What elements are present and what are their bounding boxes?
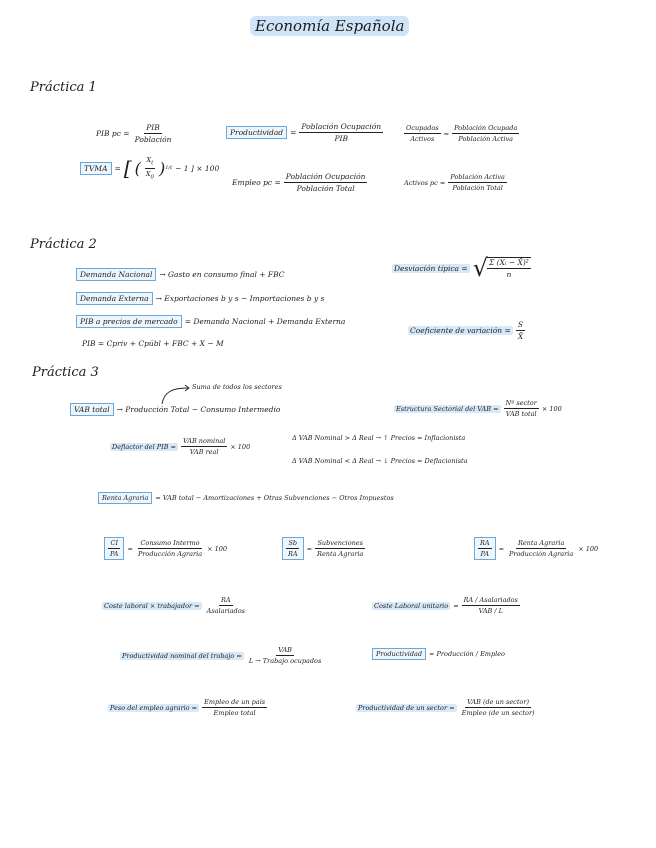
formula-lhs: Productividad de un sector = <box>358 703 455 712</box>
fraction-numerator: Población Ocupación <box>301 122 382 131</box>
fraction-denominator: L → Trabajo ocupados <box>248 657 322 665</box>
formula-rhs: → Gasto en consumo final + FBC <box>159 270 285 279</box>
formula-activos-per-capita <box>404 173 507 192</box>
formula-lhs: Estructura Sectorial del VAB = <box>396 404 499 413</box>
formula-lhs: Coeficiente de variación = <box>410 326 511 335</box>
formula-lhs: Desviación típica = <box>394 263 468 273</box>
formula-rhs: = Demanda Nacional + Demanda Externa <box>184 317 346 326</box>
fraction-numerator: Población Ocupada <box>454 124 518 132</box>
fraction-denominator: Producción Agraria <box>509 550 574 558</box>
formula-tail: × 100 <box>578 544 599 553</box>
formula-tail: × 100 <box>541 404 562 413</box>
boxed-term: Productividad <box>226 126 287 139</box>
fraction-denominator: VAB / L <box>478 607 503 615</box>
fraction-numerator: Σ (Xᵢ − X̄)² <box>489 258 529 267</box>
fraction-denominator: Población Activa <box>458 135 513 143</box>
formula-tail: × 100 <box>230 442 251 451</box>
fraction-numerator: VAB nominal <box>183 437 226 445</box>
section-heading-practica-2: Práctica 2 <box>30 237 97 252</box>
fraction-numerator: Consumo Intermo <box>140 539 200 547</box>
fraction-denominator: Empleo total <box>213 709 256 717</box>
fraction-numerator: Nº sector <box>505 399 537 407</box>
fraction-denominator: Empleo (de un sector) <box>461 709 535 717</box>
formula-lhs: Peso del empleo agrario = <box>110 703 198 712</box>
formula-coeficiente-variacion <box>408 320 525 341</box>
formula-empleo-per-capita <box>232 172 367 193</box>
fraction-numerator: Sb <box>288 539 298 547</box>
formula-lhs: Coste laboral × trabajador = <box>104 601 200 610</box>
formula-estructura-sectorial <box>394 399 562 418</box>
formula-pib-componentes: PIB = Cpriv + Cpúbl + FBC + X − M <box>82 339 224 348</box>
formula-renta-produccion-ratio: $\frac{RA}{PA}$ = $\frac{\text{Renta Agraria}}{\text{Producción Agraria}}$ × 100 <box>474 537 598 560</box>
fraction-numerator: Empleo de un país <box>204 698 266 706</box>
fraction-denominator: Población Total <box>452 184 503 192</box>
formula-tasa-ocupacion: $\frac{\text{Ocupados}}{\text{Activos}}$ = $\frac{\text{Población Ocupada}}{\text{Población Activa}}$ <box>406 124 518 143</box>
formula-rhs: = Producción / Empleo <box>429 650 505 658</box>
formula-coste-laboral-unitario: Coste Laboral unitario = $\frac{\text{RA / Asalariados}}{\text{VAB / L}}$ <box>374 596 518 615</box>
formula-rhs: = VAB total − Amortizaciones + Otras Subvenciones − Otros Impuestos <box>155 494 394 502</box>
formula-rhs: → Producción Total − Consumo Intermedio <box>116 405 281 414</box>
boxed-term: Demanda Externa <box>76 292 153 305</box>
section-heading-practica-1: Práctica 1 <box>30 80 97 95</box>
boxed-term: Demanda Nacional <box>76 268 156 281</box>
fraction-numerator: X <box>146 156 152 165</box>
boxed-term: PIB a precios de mercado <box>76 315 182 328</box>
fraction-numerator: RA <box>480 539 490 547</box>
formula-subvenciones-ratio: $\frac{Sb}{RA}$ = $\frac{\text{Subvenciones}}{\text{Renta Agraria}}$ <box>282 537 365 560</box>
fraction-denominator: VAB total <box>505 410 537 418</box>
formula-productividad-empleo <box>372 648 505 660</box>
annotation-note: Suma de todos los sectores <box>192 383 282 391</box>
fraction-denominator: X <box>145 169 151 178</box>
formula-desviacion-tipica <box>392 256 531 280</box>
formula-demanda-nacional <box>76 268 285 281</box>
formula-rhs: → Exportaciones b y s − Importaciones b y s <box>155 294 325 303</box>
formula-lhs: Deflactor del PIB = <box>112 442 176 451</box>
fraction-numerator: Población Activa <box>450 173 505 181</box>
formula-deflactor-pib <box>110 437 250 456</box>
formula-lhs: Activos pc = <box>404 178 446 187</box>
fraction-numerator: Ocupados <box>406 124 439 132</box>
fraction-numerator: Renta Agraria <box>517 539 565 547</box>
formula-consumo-intermedio-ratio: $\frac{CI}{PA}$ = $\frac{\text{Consumo Intermo}}{\text{Producción Agraria}}$ × 100 <box>104 537 227 560</box>
fraction-numerator: PIB <box>146 123 160 132</box>
boxed-term: Renta Agraria <box>98 492 152 504</box>
fraction-denominator: Población <box>134 135 172 144</box>
exponent: 1/t <box>165 165 173 171</box>
fraction-denominator: RA <box>288 550 298 558</box>
boxed-term: VAB total <box>70 403 114 416</box>
formula-peso-empleo-agrario <box>108 698 267 717</box>
formula-vab-total <box>70 403 280 416</box>
fraction-denominator: X̄ <box>517 332 524 341</box>
formula-pib-per-capita <box>96 123 173 144</box>
fraction-numerator: S <box>517 320 524 329</box>
boxed-term: TVMA <box>80 162 112 175</box>
fraction-denominator: VAB real <box>189 448 219 456</box>
fraction-numerator: CI <box>110 539 119 547</box>
section-heading-practica-3: Práctica 3 <box>32 365 99 380</box>
fraction-denominator: Asalariados <box>206 607 245 615</box>
fraction-numerator: Población Ocupación <box>285 172 366 181</box>
formula-renta-agraria <box>98 492 394 504</box>
fraction-denominator: PA <box>480 550 490 558</box>
fraction-denominator: Renta Agraria <box>317 550 364 558</box>
formula-lhs: Productividad nominal del trabajo = <box>122 651 242 660</box>
formula-productividad-sector <box>356 698 537 717</box>
formula-lhs: Coste Laboral unitario <box>374 601 449 610</box>
fraction-numerator: VAB <box>278 646 292 654</box>
formula-tail: − 1 ] × 100 <box>175 163 220 173</box>
formula-lhs: PIB pc = <box>96 129 130 138</box>
fraction-numerator: RA <box>221 596 231 604</box>
boxed-term: Productividad <box>372 648 426 660</box>
fraction-denominator: Activos <box>410 135 435 143</box>
fraction-denominator: Producción Agraria <box>137 550 203 558</box>
formula-tvma: TVMA = [ ( $\frac{X_t}{X_0}$ ) 1/t − 1 ] × 100 <box>80 156 219 180</box>
note-inflacionista: Δ VAB Nominal > Δ Real → ↑ Precios = Inflacionista <box>292 434 466 442</box>
page-title: Economía Española <box>250 16 409 36</box>
formula-productividad-nominal <box>120 646 323 665</box>
fraction-denominator: PA <box>110 550 119 558</box>
formula-productividad <box>226 122 383 143</box>
sqrt-icon: √ <box>472 254 488 282</box>
formula-tail: × 100 <box>207 544 228 553</box>
formula-demanda-externa <box>76 292 324 305</box>
formula-lhs: Empleo pc = <box>232 178 281 187</box>
equals-sign: = <box>290 128 297 137</box>
fraction-denominator: n <box>506 270 512 279</box>
fraction-denominator: Población Total <box>296 184 355 193</box>
fraction-numerator: Subvenciones <box>317 539 363 547</box>
formula-pib-precios-mercado <box>76 315 345 328</box>
note-deflacionista: Δ VAB Nominal < Δ Real → ↓ Precios = Deflacionista <box>292 457 468 465</box>
fraction-denominator: PIB <box>334 134 348 143</box>
fraction-numerator: RA / Asalariados <box>463 596 518 604</box>
formula-coste-laboral-trabajador <box>102 596 247 615</box>
fraction-numerator: VAB (de un sector) <box>467 698 529 706</box>
